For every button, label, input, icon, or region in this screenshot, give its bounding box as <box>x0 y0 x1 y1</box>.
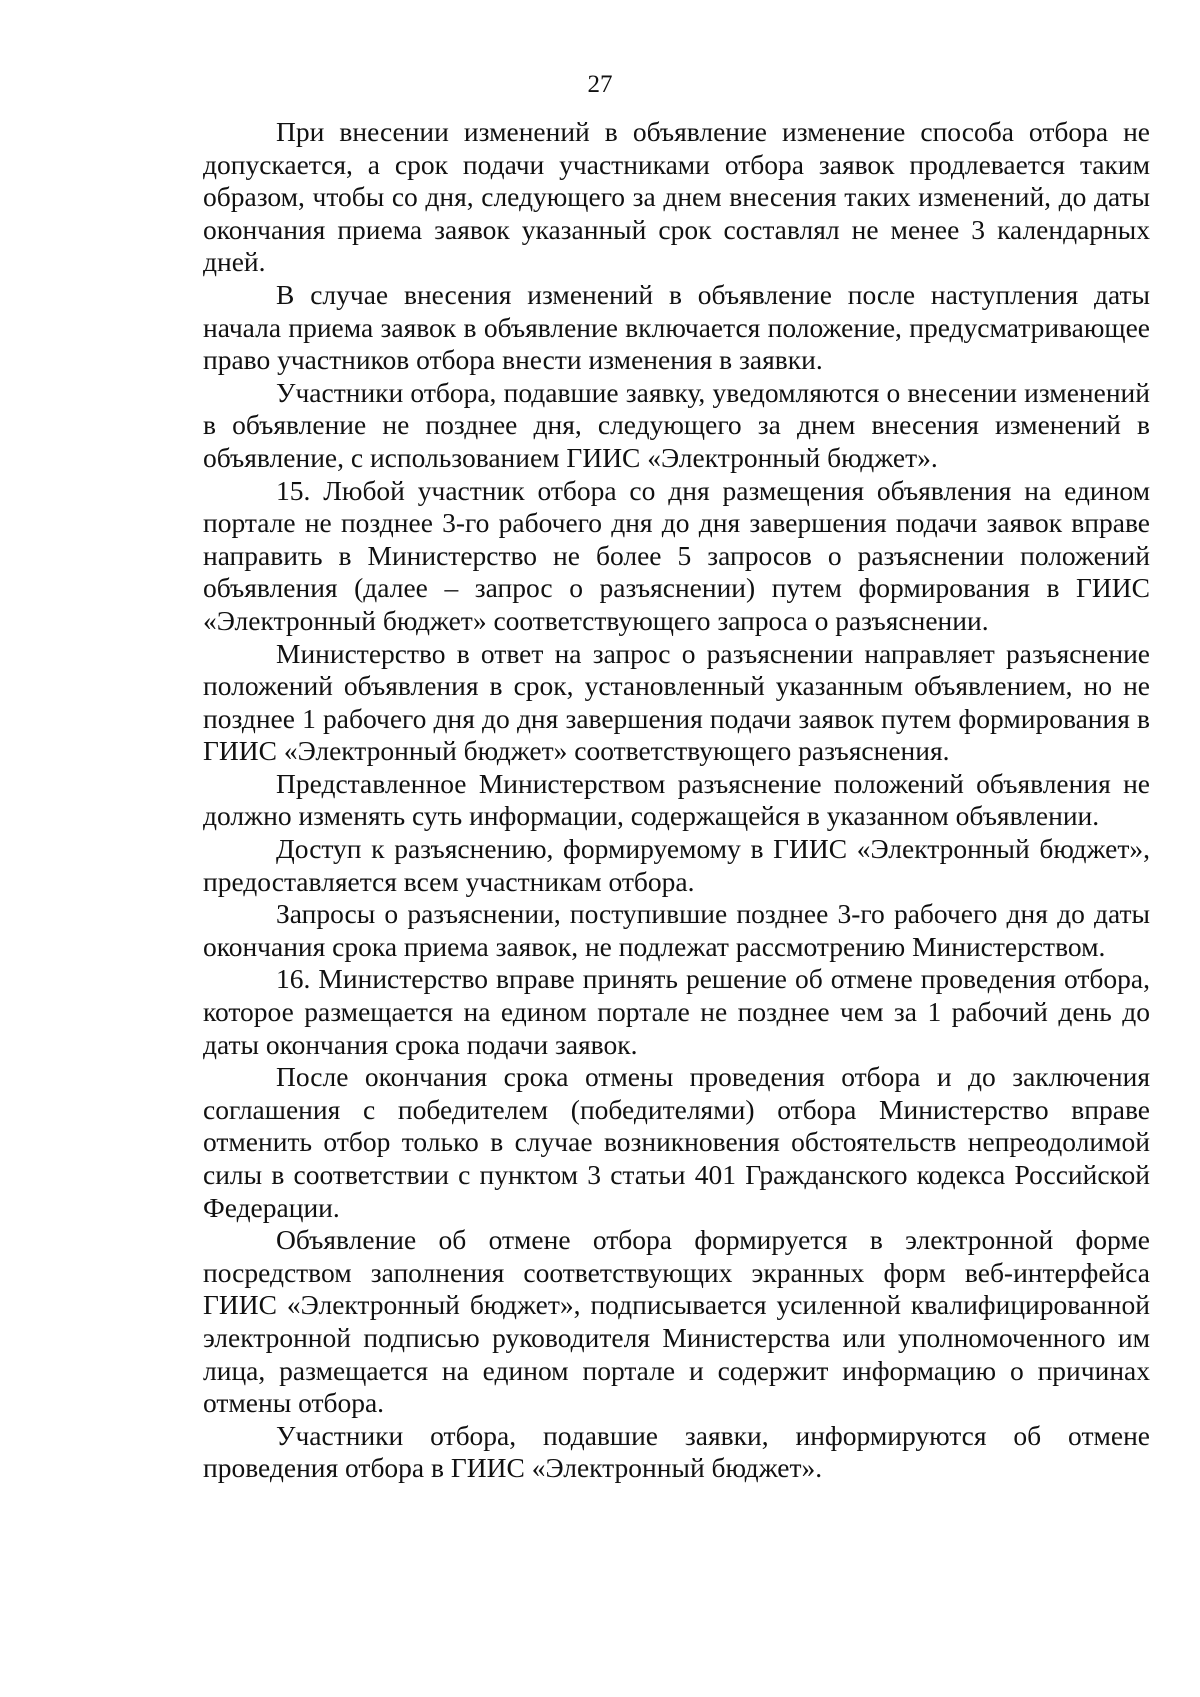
paragraph-clause-16: 16. Министерство вправе принять решение об отмене проведения отбора, которое размещается на едином портале не позднее чем за 1 рабочий день до даты окончания срока подачи заявок. <box>203 963 1150 1060</box>
document-body <box>203 116 1150 1485</box>
paragraph-late-requests: Запросы о разъяснении, поступившие позднее 3-го рабочего дня до даты окончания срока приема заявок, не подлежат рассмотрению Министерством. <box>203 898 1150 962</box>
paragraph-amendment-after-start: В случае внесения изменений в объявление после наступления даты начала приема заявок в объявление включается положение, предусматривающее право участников отбора внести изменения в заявки. <box>203 278 1150 376</box>
paragraph-participants-informed: Участники отбора, подавшие заявки, информируются об отмене проведения отбора в ГИИС «Электронный бюджет». <box>203 1419 1150 1484</box>
paragraph-amendment-rules: При внесении изменений в объявление изменение способа отбора не допускается, а срок подачи участниками отбора заявок продлевается таким образом, чтобы со дня, следующего за днем внесения таких изменений, до даты окончания приема заявок указанный срок составлял не менее 3 календарных дней. <box>203 116 1150 278</box>
paragraph-force-majeure: После окончания срока отмены проведения отбора и до заключения соглашения с победителем (победителями) отбора Министерство вправе отменить отбор только в случае возникновения обстоятельств непреодолимой силы в соответствии с пунктом 3 статьи 401 Гражданского кодекса Российской Федерации. <box>203 1061 1150 1223</box>
paragraph-participant-notification: Участники отбора, подавшие заявку, уведомляются о внесении изменений в объявление не позднее дня, следующего за днем внесения изменений в объявление, с использованием ГИИС «Электронный бюджет». <box>203 376 1150 473</box>
paragraph-clarification-access: Доступ к разъяснению, формируемому в ГИИС «Электронный бюджет», предоставляется всем участникам отбора. <box>203 833 1150 897</box>
paragraph-ministry-response: Министерство в ответ на запрос о разъяснении направляет разъяснение положений объявления в срок, установленный указанным объявлением, но не позднее 1 рабочего дня до дня завершения подачи заявок путем формирования в ГИИС «Электронный бюджет» соответствующего разъяснения. <box>203 637 1150 767</box>
page-number: 27 <box>587 71 613 98</box>
paragraph-clause-15: 15. Любой участник отбора со дня размещения объявления на едином портале не позднее 3-го рабочего дня до дня завершения подачи заявок вправе направить в Министерство не более 5 запросов о разъяснении положений объявления (далее – запрос о разъяснении) путем формирования в ГИИС «Электронный бюджет» соответствующего запроса о разъяснении. <box>203 474 1150 636</box>
paragraph-cancellation-notice: Объявление об отмене отбора формируется в электронной форме посредством заполнения соответствующих экранных форм веб-интерфейса ГИИС «Электронный бюджет», подписывается усиленной квалифицированной электронной подписью руководителя Министерства или уполномоченного им лица, размещается на едином портале и содержит информацию о причинах отмены отбора. <box>203 1224 1150 1419</box>
paragraph-clarification-content: Представленное Министерством разъяснение положений объявления не должно изменять суть информации, содержащейся в указанном объявлении. <box>203 767 1150 832</box>
